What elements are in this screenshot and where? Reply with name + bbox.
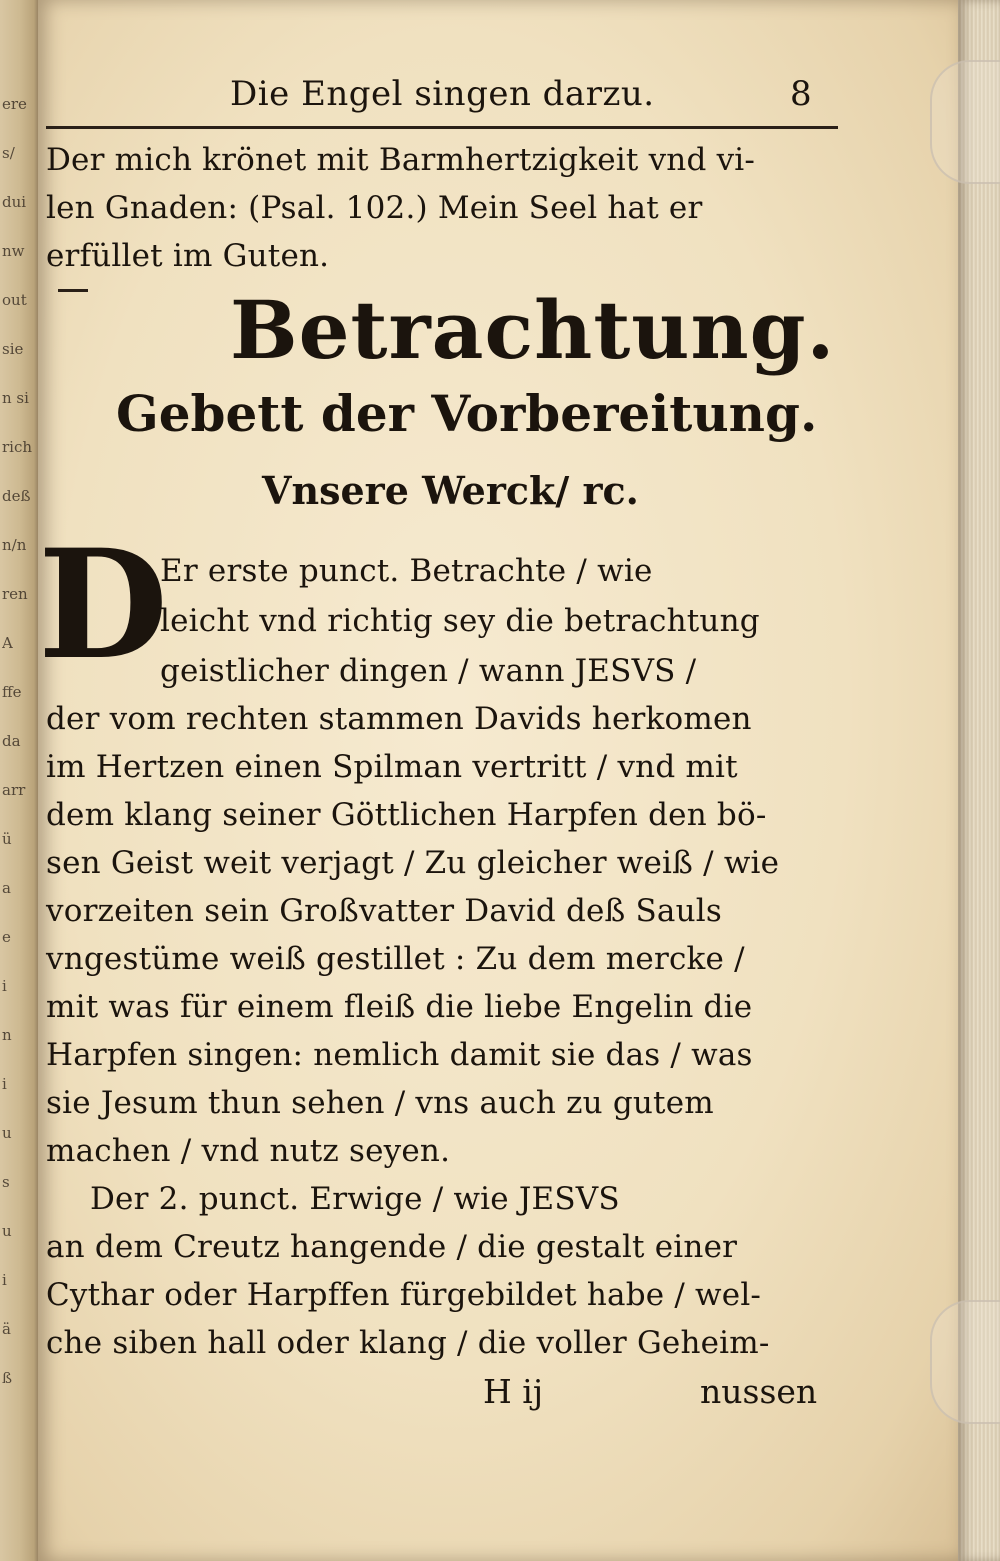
fragment: s/ xyxy=(2,144,15,162)
fragment: s xyxy=(2,1173,10,1191)
fragment: ß xyxy=(2,1369,13,1387)
intro-line: Der mich krönet mit Barmhertzigkeit vnd vi- xyxy=(46,142,756,178)
body-line: Der 2. punct. Erwige / wie JESVS xyxy=(90,1181,620,1217)
fragment: da xyxy=(2,732,21,750)
fragment: ü xyxy=(2,830,12,848)
signature-mark: H ij xyxy=(483,1372,544,1411)
header-rule xyxy=(46,126,838,129)
body-line: sen Geist weit verjagt / Zu gleicher weiß / wie xyxy=(46,845,780,881)
fragment: i xyxy=(2,977,7,995)
fragment: e xyxy=(2,928,11,946)
fragment: n si xyxy=(2,389,29,407)
fragment: arr xyxy=(2,781,26,799)
fragment: ren xyxy=(2,585,28,603)
catchword: nussen xyxy=(700,1372,818,1411)
body-line: an dem Creutz hangende / die gestalt einer xyxy=(46,1229,738,1265)
facing-page-edge xyxy=(0,0,40,1561)
fragment: i xyxy=(2,1271,7,1289)
fragment: deß xyxy=(2,487,31,505)
fragment: out xyxy=(2,291,27,309)
body-line: leicht vnd richtig sey die betrachtung xyxy=(160,603,760,639)
fragment: n xyxy=(2,1026,12,1044)
clip-tab-bottom xyxy=(930,1300,1000,1424)
fragment: A xyxy=(2,634,13,652)
section-subheading: Gebett der Vorbereitung. xyxy=(116,384,818,443)
body-line: che siben hall oder klang / die voller Geheim- xyxy=(46,1325,770,1361)
fragment: ere xyxy=(2,95,27,113)
body-line: dem klang seiner Göttlichen Harpfen den bö- xyxy=(46,797,767,833)
body-line: Er erste punct. Betrachte / wie xyxy=(160,553,653,589)
body-line: mit was für einem fleiß die liebe Engelin die xyxy=(46,989,753,1025)
section-heading: Betrachtung. xyxy=(230,283,836,377)
incipit: Vnsere Werck/ rc. xyxy=(262,468,639,513)
body-line: vorzeiten sein Großvatter David deß Sauls xyxy=(46,893,723,929)
body-line: sie Jesum thun sehen / vns auch zu gutem xyxy=(46,1085,714,1121)
fragment: dui xyxy=(2,193,27,211)
fragment: u xyxy=(2,1124,12,1142)
fragment: ä xyxy=(2,1320,11,1338)
body-line: geistlicher dingen / wann JESVS / xyxy=(160,653,697,689)
body-line: Harpfen singen: nemlich damit sie das / was xyxy=(46,1037,753,1073)
intro-line: erfüllet im Guten. xyxy=(46,238,330,274)
drop-cap: D xyxy=(38,517,169,693)
fragment: sie xyxy=(2,340,24,358)
body-line: Cythar oder Harpffen fürgebildet habe / wel- xyxy=(46,1277,762,1313)
fragment: nw xyxy=(2,242,25,260)
clip-tab-top xyxy=(930,60,1000,184)
fragment: i xyxy=(2,1075,7,1093)
running-title: Die Engel singen darzu. xyxy=(230,74,655,114)
intro-line: len Gnaden: (Psal. 102.) Mein Seel hat er xyxy=(46,190,703,226)
fragment: n/n xyxy=(2,536,27,554)
fragment: u xyxy=(2,1222,12,1240)
fragment: ffe xyxy=(2,683,22,701)
body-line: der vom rechten stammen Davids herkomen xyxy=(46,701,752,737)
facing-page-fragments xyxy=(2,80,32,1403)
page-number: 8 xyxy=(790,74,812,114)
ornamental-dash xyxy=(58,289,88,292)
body-line: im Hertzen einen Spilman vertritt / vnd mit xyxy=(46,749,738,785)
fragment: rich xyxy=(2,438,32,456)
body-line: machen / vnd nutz seyen. xyxy=(46,1133,451,1169)
fragment: a xyxy=(2,879,11,897)
body-line: vngestüme weiß gestillet : Zu dem mercke / xyxy=(46,941,745,977)
